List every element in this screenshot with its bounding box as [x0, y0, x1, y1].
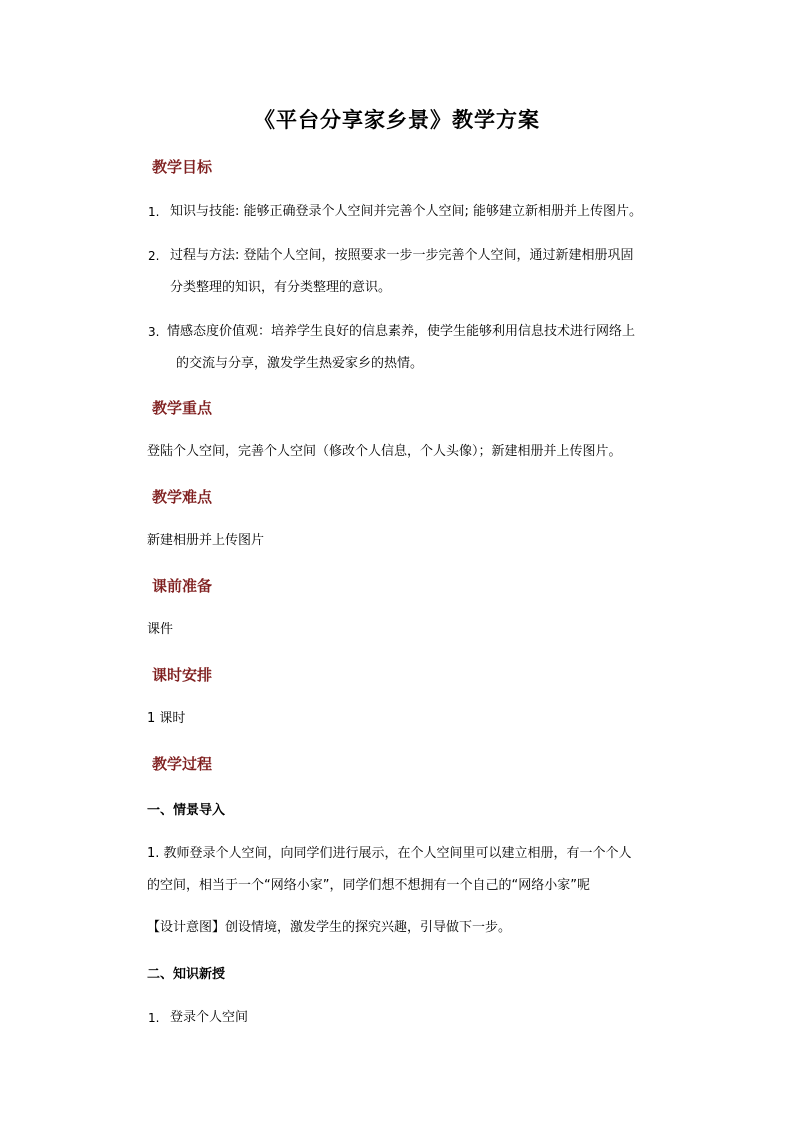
goal-item-3-line-1: 情感态度价值观：培养学生良好的信息素养，使学生能够利用信息技术进行网络上 [167, 324, 636, 339]
difficulties-text: 新建相册并上传图片 [147, 533, 265, 548]
part1-heading: 一、情景导入 [147, 803, 226, 818]
part1-paragraph-line-1: 1. 教师登录个人空间，向同学们进行展示，在个人空间里可以建立相册，有一个个人 [147, 846, 632, 861]
difficulties-heading: 教学难点 [152, 488, 213, 506]
goals-heading: 教学目标 [152, 158, 213, 176]
key-points-heading: 教学重点 [152, 399, 213, 417]
part2-item-1-text: 登录个人空间 [170, 1010, 249, 1025]
key-points-text: 登陆个人空间，完善个人空间（修改个人信息，个人头像）；新建相册并上传图片。 [147, 444, 622, 459]
part2-item-1-number: 1. [148, 1011, 160, 1025]
goal-item-2-line-2: 分类整理的知识，有分类整理的意识。 [170, 280, 392, 295]
part1-paragraph-line-2: 的空间，相当于一个“网络小家”，同学们想不想拥有一个自己的“网络小家”呢 [147, 878, 590, 893]
preparation-text: 课件 [147, 622, 174, 637]
goal-item-2-line-1: 过程与方法: 登陆个人空间，按照要求一步一步完善个人空间，通过新建相册巩固 [170, 248, 634, 263]
design-intent-note: 【设计意图】创设情境，激发学生的探究兴趣，引导做下一步。 [147, 920, 512, 935]
goal-item-1-number: 1. [148, 205, 160, 219]
part2-heading: 二、知识新授 [147, 967, 226, 982]
preparation-heading: 课前准备 [152, 577, 213, 595]
goal-item-3-number: 3. [148, 325, 160, 339]
process-heading: 教学过程 [152, 755, 213, 773]
goal-item-1-line-1: 知识与技能: 能够正确登录个人空间并完善个人空间; 能够建立新相册并上传图片。 [170, 204, 643, 219]
schedule-heading: 课时安排 [152, 666, 213, 684]
schedule-text: 1 课时 [147, 711, 186, 726]
document-title: 《平台分享家乡景》教学方案 [254, 107, 540, 132]
goal-item-3-line-2: 的交流与分享，激发学生热爱家乡的热情。 [176, 356, 424, 371]
goal-item-2-number: 2. [148, 249, 160, 263]
